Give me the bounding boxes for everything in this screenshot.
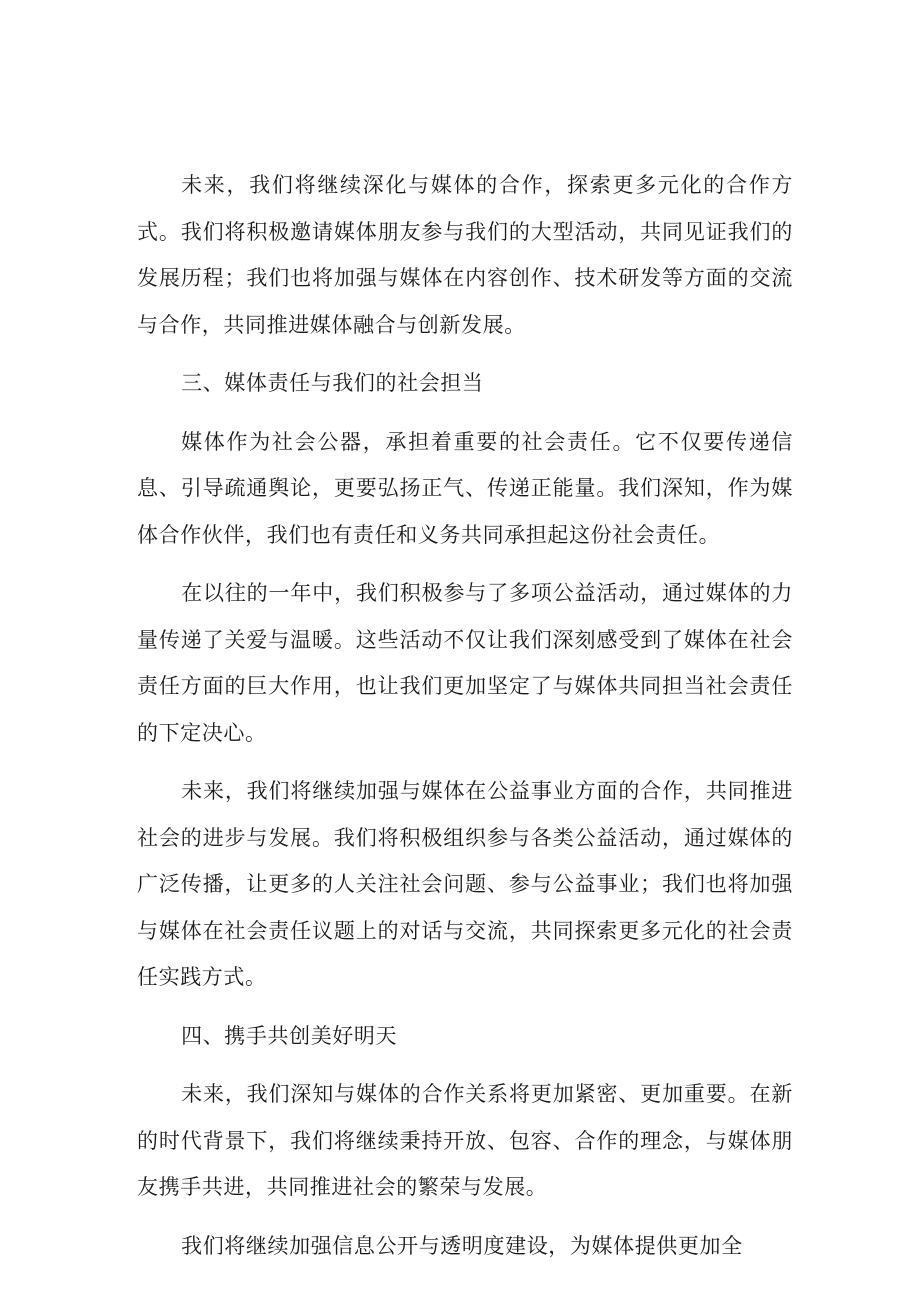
paragraph-transparency: 我们将继续加强信息公开与透明度建设，为媒体提供更加全	[181, 1233, 743, 1258]
paragraph-public-welfare-future: 未来，我们将继续加强与媒体在公益事业方面的合作，共同推进社会的进步与发展。我们将积极组织参与各类公益活动，通过媒体的广泛传播，让更多的人关注社会问题、参与公益事业；我们也将加强与媒体在社会责任议题上的对话与交流，共同探索更多元化的社会责任实践方式。	[137, 779, 793, 989]
paragraph-cooperation-future: 未来，我们将继续深化与媒体的合作，探索更多元化的合作方式。我们将积极邀请媒体朋友参与我们的大型活动，共同见证我们的发展历程；我们也将加强与媒体在内容创作、技术研发等方面的交流与合作，共同推进媒体融合与创新发展。	[137, 173, 793, 337]
paragraph-closer-cooperation: 未来，我们深知与媒体的合作关系将更加紧密、更加重要。在新的时代背景下，我们将继续秉持开放、包容、合作的理念，与媒体朋友携手共进，共同推进社会的繁荣与发展。	[137, 1082, 793, 1199]
section-heading-4: 四、携手共创美好明天	[181, 1023, 398, 1048]
document-body	[137, 162, 793, 1281]
section-heading-3: 三、媒体责任与我们的社会担当	[181, 371, 484, 395]
paragraph-public-welfare-past: 在以往的一年中，我们积极参与了多项公益活动，通过媒体的力量传递了关爱与温暖。这些活动不仅让我们深刻感受到了媒体在社会责任方面的巨大作用，也让我们更加坚定了与媒体共同担当社会责任的下定决心。	[137, 581, 793, 745]
paragraph-media-responsibility: 媒体作为社会公器，承担着重要的社会责任。它不仅要传递信息、引导疏通舆论，更要弘扬正气、传递正能量。我们深知，作为媒体合作伙伴，我们也有责任和义务共同承担起这份社会责任。	[137, 429, 793, 547]
